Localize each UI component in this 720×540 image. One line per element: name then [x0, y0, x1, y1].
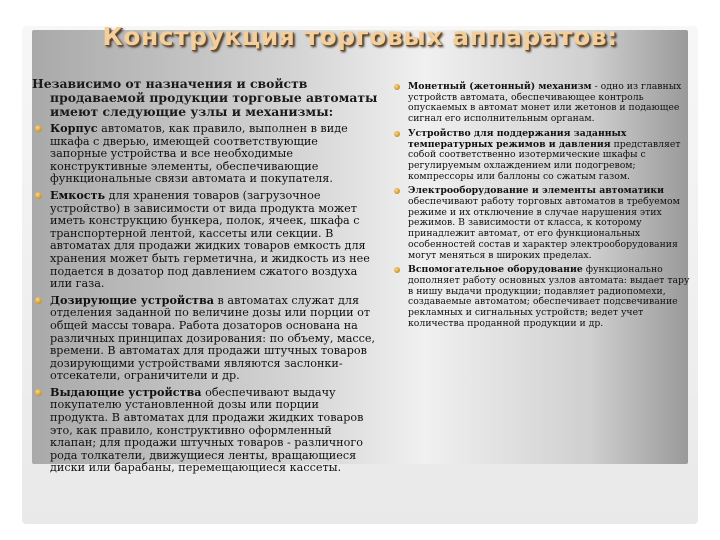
intro-text [32, 77, 378, 119]
bullet-icon [394, 188, 400, 194]
item-term: Электрооборудование и элементы автоматики [408, 185, 665, 197]
item-term: Корпус [50, 121, 98, 135]
bullet-icon [35, 389, 42, 396]
item-text: в автоматах служат для отделения заданной по величине дозы или порции от общей массы товара. Работа дозаторов основана на различных принципах дозирования: по объему, массе, времени. В автоматах для продажи штучных товаров дозирующими устройствами являются заслонки-отсекатели, ограничители и др. [50, 293, 376, 383]
left-column [32, 77, 378, 478]
list-item [392, 265, 696, 329]
item-text: автоматов, как правило, выполнен в виде шкафа с дверью, имеющей соответствующие запорные устройства и все необходимые конструктивные элементы, обеспечивающие функциональные связи автомата и покупателя. [50, 122, 348, 186]
list-item [32, 386, 378, 475]
list-item [32, 294, 378, 383]
bullet-icon [394, 131, 400, 137]
item-text: - одно из главных устройств автомата, обеспечивающее контроль опускаемых в автомат монет или жетонов и подающее сигнал его исполнительным органам. [408, 81, 682, 125]
item-term: Монетный (жетонный) механизм [408, 81, 592, 92]
list-item [32, 189, 378, 291]
item-term: Вспомогательное оборудование [408, 264, 583, 276]
intro-text-body: Независимо от назначения и свойств продаваемой продукции торговые автоматы имеют следующие узлы и механизмы: [32, 76, 378, 119]
slide-title: Конструкция торговых аппаратов: [102, 22, 618, 51]
right-bullet-list [392, 82, 696, 329]
item-term: Выдающие устройства [50, 384, 202, 399]
bullet-icon [394, 84, 400, 90]
list-item [392, 129, 696, 183]
list-item [392, 186, 696, 261]
bullet-icon [35, 125, 42, 132]
left-bullet-list [32, 122, 378, 475]
item-text: обеспечивают работу торговых автоматов в требуемом режиме и их отключение в случае нарушения этих режимов. В зависимости от класса, к которому принадлежит автомат, от его функциональных особенностей состав и характер электрооборудования могут меняться в широких пределах. [408, 196, 680, 261]
item-term: Устройство для поддержания заданных температурных режимов и давления [408, 127, 627, 150]
item-text: для хранения товаров (загрузочное устройство) в зависимости от вида продукта может иметь конструкцию бункера, полок, ячеек, шкафа с транспортерной лентой, кассеты или секции. В автоматах для продажи жидких товаров емкость для хранения может быть герметична, и жидкость из нее подается в дозатор под давлением сжатого воздуха или газа. [50, 188, 370, 291]
bullet-icon [394, 267, 400, 273]
bullet-icon [35, 192, 42, 199]
item-text: обеспечивают выдачу покупателю установленной дозы или порции продукта. В автоматах для продажи жидких товаров это, как правило, конструктивно оформленный клапан; для продажи штучных товаров - различного рода толкатели, движущиеся ленты, вращающиеся диски или барабаны, перемещающиеся кассеты. [50, 385, 364, 475]
item-term: Дозирующие устройства [50, 292, 214, 307]
list-item [32, 122, 378, 186]
item-text: функционально дополняет работу основных узлов автомата: выдает тару в нишу выдачи продукции; подавляет радиопомехи, создаваемые автоматом; обеспечивает подсвечивание рекламных и сигнальных устройств; ведет учет количества проданной продукции и др. [408, 264, 690, 329]
item-text: представляет собой соответственно изотермические шкафы с регулируемым охлаждением или подогревом; компрессоры или баллоны со сжатым газом. [408, 138, 681, 182]
item-term: Емкость [50, 187, 106, 202]
bullet-icon [35, 297, 42, 304]
right-column [392, 82, 696, 333]
list-item [392, 82, 696, 125]
